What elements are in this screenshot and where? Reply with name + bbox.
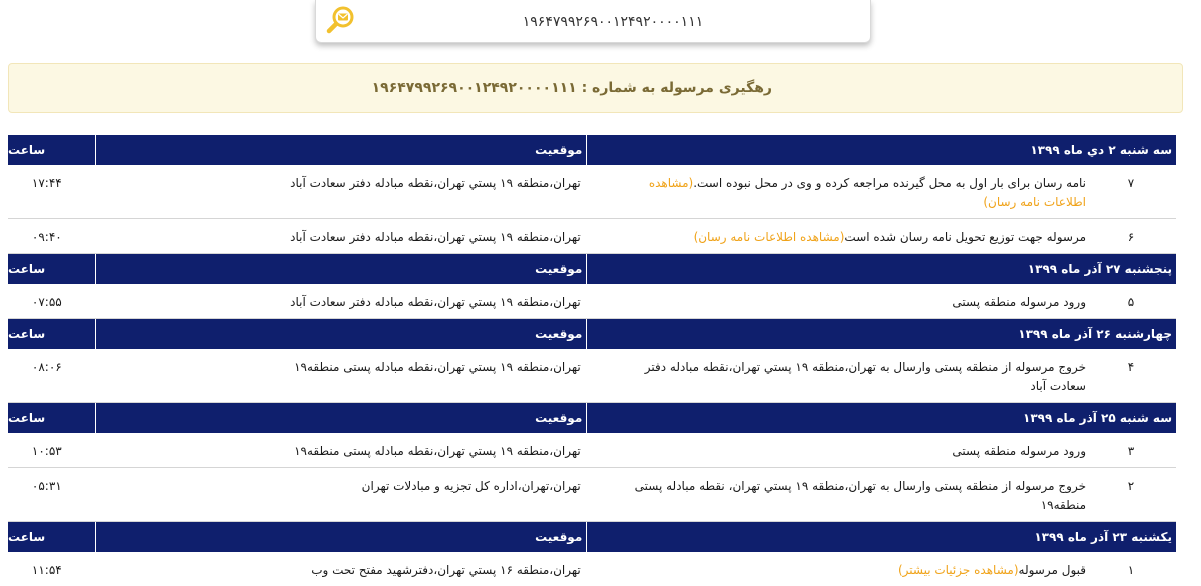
event-location: تهران،منطقه ۱۹ پستي تهران،نقطه مبادله دفتر سعادت آباد [96,284,587,319]
event-index: ۱ [1127,563,1135,577]
event-description-cell [587,165,1176,219]
event-location: تهران،منطقه ۱۹ پستي تهران،نقطه مبادله پستی منطقه۱۹ [96,349,587,403]
event-description-cell [587,468,1176,522]
event-description: ورود مرسوله منطقه پستی [952,444,1086,458]
location-header: موقعیت [96,403,587,434]
day-date: سه شنبه ۲ دي ماه ۱۳۹۹ [587,135,1176,165]
search-button[interactable] [324,5,356,35]
event-time: ۰۹:۴۰ [8,219,96,254]
event-row [8,468,1176,522]
day-date: یکشنبه ۲۳ آذر ماه ۱۳۹۹ [587,522,1176,553]
event-location: تهران،منطقه ۱۹ پستي تهران،نقطه مبادله دفتر سعادت آباد [96,219,587,254]
details-link[interactable]: (مشاهده اطلاعات نامه رسان) [648,176,1086,209]
event-time: ۱۱:۵۴ [31,563,62,577]
event-description: نامه رسان برای بار اول به محل گیرنده مراجعه کرده و وی در محل نبوده است. [693,176,1086,190]
tracking-number-input[interactable] [376,10,850,34]
location-header: موقعیت [96,319,587,350]
event-location: تهران،منطقه ۱۹ پستي تهران،نقطه مبادله دفتر سعادت آباد [96,165,587,219]
event-time: ۱۰:۵۳ [8,433,96,468]
event-index: ۴ [1127,360,1135,374]
event-row [8,552,1176,586]
event-index: ۳ [1127,444,1135,458]
tracking-banner [8,63,1183,113]
magnifier-envelope-icon [324,5,356,35]
event-time: ۱۷:۴۴ [8,165,96,219]
event-description-cell [587,433,1176,468]
event-description-cell [587,219,1176,254]
event-time: ۰۵:۳۱ [8,468,96,522]
details-link[interactable]: (مشاهده جزئیات بیشتر) [897,563,1019,577]
event-description-cell [587,552,1176,586]
event-row [8,219,1176,254]
event-time: ۰۸:۰۶ [8,349,96,403]
time-header: ساعت [8,135,96,165]
event-description-cell [587,284,1176,319]
event-description: خروج مرسوله از منطقه پستی وارسال به تهران،منطقه ۱۹ پستي تهران،نقطه مبادله دفتر سعادت آباد [644,360,1086,393]
time-header: ساعت [8,319,96,350]
time-header: ساعت [8,403,96,434]
location-header: موقعیت [96,135,587,165]
event-description-cell [587,349,1176,403]
tracking-search-box [315,0,871,43]
day-header-row [8,254,1176,285]
day-header-row [8,522,1176,553]
event-index: ۷ [1127,176,1135,190]
event-time: ۰۷:۵۵ [8,284,96,319]
event-description: خروج مرسوله از منطقه پستی وارسال به تهران،منطقه ۱۹ پستي تهران، نقطه مبادله پستی منطقه۱۹ [634,479,1086,512]
event-row [8,349,1176,403]
day-header-row [8,403,1176,434]
tracking-table [8,135,1176,586]
event-location: تهران،منطقه ۱۹ پستي تهران،نقطه مبادله پستی منطقه۱۹ [96,433,587,468]
event-index: ۶ [1127,230,1135,244]
day-date: چهارشنبه ۲۶ آذر ماه ۱۳۹۹ [587,319,1176,350]
event-row [8,165,1176,219]
event-description: قبول مرسوله [1018,563,1086,577]
day-date: سه شنبه ۲۵ آذر ماه ۱۳۹۹ [587,403,1176,434]
time-header: ساعت [8,254,96,285]
day-header-row [8,135,1176,165]
event-location: تهران،منطقه ۱۶ پستي تهران،دفترشهید مفتح تحت وب [311,563,581,577]
event-row [8,433,1176,468]
location-header: موقعیت [96,254,587,285]
event-description: مرسوله جهت توزیع تحویل نامه رسان شده است [844,230,1086,244]
event-row [8,284,1176,319]
details-link[interactable]: (مشاهده اطلاعات نامه رسان) [693,230,845,244]
banner-text [372,80,772,96]
day-header-row [8,319,1176,350]
banner-label: رهگیری مرسوله به شماره : [581,80,772,96]
event-index: ۲ [1127,479,1135,493]
time-header: ساعت [8,522,96,553]
event-index: ۵ [1127,295,1135,309]
day-date: پنجشنبه ۲۷ آذر ماه ۱۳۹۹ [587,254,1176,285]
event-location: تهران،تهران،اداره کل تجزیه و مبادلات تهران [96,468,587,522]
banner-tracking-number: ۱۹۶۴۷۹۹۲۶۹۰۰۱۲۴۹۲۰۰۰۰۱۱۱ [371,80,577,96]
location-header: موقعیت [96,522,587,553]
event-description: ورود مرسوله منطقه پستی [952,295,1086,309]
